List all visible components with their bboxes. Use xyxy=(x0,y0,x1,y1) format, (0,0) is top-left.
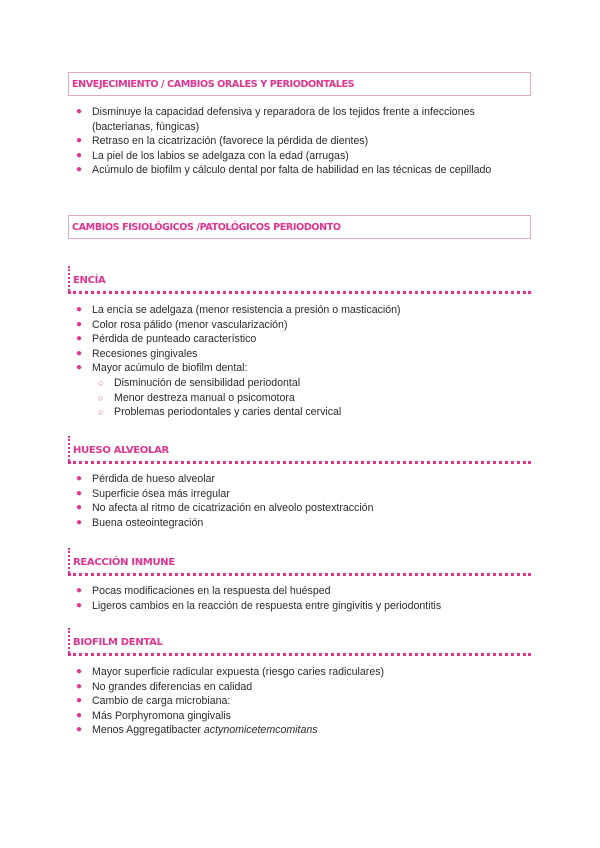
bullet-icon: ● xyxy=(76,106,83,117)
section-title: CAMBIOS FISIOLÓGICOS /PATOLÓGICOS PERIODONTO xyxy=(72,221,341,233)
section-title: ENVEJECIMIENTO / CAMBIOS ORALES Y PERIODONTALES xyxy=(72,78,355,90)
bullet-icon: ● xyxy=(76,487,83,499)
list-item: ● No afecta al ritmo de cicatrización en alveolo postextracción xyxy=(76,502,374,515)
bullet-icon: ● xyxy=(76,318,83,330)
bullet-icon: ● xyxy=(76,304,83,315)
bullet-icon: ● xyxy=(76,502,83,514)
circle-bullet-icon: ○ xyxy=(98,377,104,388)
list-item: ● Disminuye la capacidad defensiva y reparadora de los tejidos frente a infecciones xyxy=(76,106,475,118)
section-header-envejecimiento xyxy=(68,72,531,96)
bullet-icon: ● xyxy=(76,516,83,528)
bullet-icon: ● xyxy=(76,599,83,611)
bullet-icon: ● xyxy=(76,709,83,721)
circle-bullet-icon: ○ xyxy=(98,407,104,418)
subsection-header-inmune xyxy=(68,548,531,576)
section-header-cambios xyxy=(68,215,531,239)
bullet-icon: ● xyxy=(76,164,83,176)
bullet-icon: ● xyxy=(76,680,83,692)
bullet-icon: ● xyxy=(76,149,83,161)
subsection-title: BIOFILM DENTAL xyxy=(73,637,163,648)
list-item: ● Pérdida de hueso alveolar xyxy=(76,473,216,485)
list-item: ● Mayor superficie radicular expuesta (riesgo caries radiculares) xyxy=(76,666,385,678)
list-item: ● No grandes diferencias en calidad xyxy=(76,680,253,693)
subsection-header-hueso xyxy=(68,436,531,464)
list-item: ● Menos Aggregatibacter actynomicetemcomitans xyxy=(76,724,318,737)
list-item: ● Color rosa pálido (menor vascularización) xyxy=(76,318,288,331)
list-inmune xyxy=(72,584,532,613)
bullet-icon: ● xyxy=(76,333,83,345)
list-item: ● Pérdida de punteado característico xyxy=(76,333,257,346)
list-item: ● La encía se adelgaza (menor resistencia a presión o masticación) xyxy=(76,304,401,316)
list-biofilm xyxy=(72,665,532,738)
list-item: ● Ligeros cambios en la reacción de respuesta entre gingivitis y periodontitis xyxy=(76,599,442,612)
list-item: ● Mayor acúmulo de biofilm dental: xyxy=(76,362,248,375)
list-envejecimiento xyxy=(72,105,532,178)
bullet-icon: ● xyxy=(76,473,83,484)
list-item: ● Superficie ósea más irregular xyxy=(76,487,230,500)
italic-term: actynomicetemcomitans xyxy=(203,724,318,737)
list-item: ● La piel de los labios se adelgaza con la edad (arrugas) xyxy=(76,149,349,162)
subsection-title: HUESO ALVEOLAR xyxy=(73,445,169,456)
bullet-icon: ● xyxy=(76,362,83,374)
list-item: ● Más Porphyromona gingivalis xyxy=(76,709,231,722)
list-hueso xyxy=(72,472,532,530)
list-item: ● Acúmulo de biofilm y cálculo dental por falta de habilidad en las técnicas de cepillado xyxy=(76,164,492,177)
list-encia xyxy=(72,303,532,420)
circle-bullet-icon: ○ xyxy=(98,392,104,403)
list-item: ● Buena osteointegración xyxy=(76,516,204,529)
bullet-icon: ● xyxy=(76,666,83,677)
sub-list-item: ○ Menor destreza manual o psicomotora xyxy=(98,391,295,404)
bullet-icon: ● xyxy=(76,135,83,147)
list-item-continuation: (bacterianas, fúngicas) xyxy=(92,120,200,133)
subsection-header-encia xyxy=(68,266,531,294)
subsection-title: REACCIÓN INMUNE xyxy=(73,557,175,568)
bullet-icon: ● xyxy=(76,724,83,736)
list-item: ● Cambio de carga microbiana: xyxy=(76,695,231,708)
sub-list-item: ○ Disminución de sensibilidad periodontal xyxy=(98,376,301,389)
sub-list-item: ○ Problemas periodontales y caries dental cervical xyxy=(98,406,342,419)
bullet-icon: ● xyxy=(76,585,83,596)
bullet-icon: ● xyxy=(76,695,83,707)
list-item: ● Retraso en la cicatrización (favorece la pérdida de dientes) xyxy=(76,135,369,148)
bullet-icon: ● xyxy=(76,347,83,359)
subsection-title: ENCÍA xyxy=(73,275,106,286)
list-item: ● Pocas modificaciones en la respuesta del huésped xyxy=(76,585,331,597)
subsection-header-biofilm xyxy=(68,628,531,656)
list-item: ● Recesiones gingivales xyxy=(76,347,198,360)
